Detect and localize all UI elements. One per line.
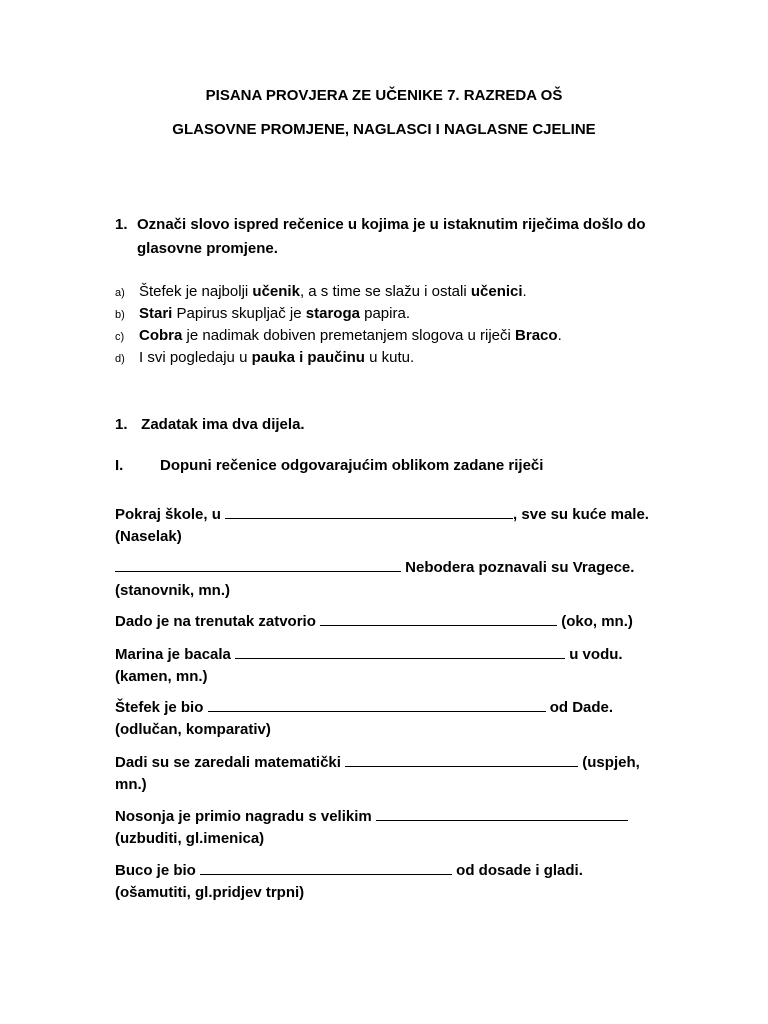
option-text: , a s time se slažu i ostali xyxy=(299,283,471,300)
sentence-text: Dado je na trenutak zatvorio xyxy=(115,613,321,630)
fill-sentence-2 xyxy=(115,557,634,579)
highlighted-word: Cobra xyxy=(139,327,183,344)
answer-blank[interactable] xyxy=(200,860,452,875)
fill-sentence-6 xyxy=(115,752,640,774)
option-text: I svi pogledaju u xyxy=(139,349,252,366)
sentence-text: , sve su kuće male. xyxy=(513,506,649,523)
sentence-text: (uspjeh, xyxy=(578,754,640,771)
sentence-text: Buco je bio xyxy=(115,862,201,879)
sentence-hint: (uzbuditi, gl.imenica) xyxy=(115,830,265,847)
fill-sentence-7 xyxy=(115,806,628,828)
part-i-heading xyxy=(115,457,543,474)
highlighted-word: učenik xyxy=(252,283,300,300)
sentence-hint: mn.) xyxy=(115,776,147,793)
option-letter: c) xyxy=(115,331,125,343)
answer-blank[interactable] xyxy=(208,697,546,712)
answer-blank[interactable] xyxy=(225,504,513,519)
option-text: je nadimak dobiven premetanjem slogova u riječi xyxy=(182,327,516,344)
option-c[interactable] xyxy=(115,325,562,348)
task-1-number: 1. xyxy=(115,216,128,233)
sentence-text: Pokraj škole, u xyxy=(115,506,226,523)
sentence-text: Marina je bacala xyxy=(115,646,236,663)
task-2-instruction xyxy=(115,413,305,437)
option-text: papira. xyxy=(359,305,410,322)
fill-sentence-8 xyxy=(115,860,583,882)
option-d[interactable] xyxy=(115,347,414,370)
answer-blank[interactable] xyxy=(235,644,565,659)
option-b[interactable] xyxy=(115,303,410,326)
sentence-text: Dadi su se zaredali matematički xyxy=(115,754,346,771)
page-title: PISANA PROVJERA ZE UČENIKE 7. RAZREDA OŠ xyxy=(205,87,563,104)
option-text: . xyxy=(557,327,562,344)
task-1-text: Označi slovo ispred rečenice u kojima je u istaknutim riječima došlo do glasovne promjene. xyxy=(137,216,646,257)
option-a[interactable] xyxy=(115,281,527,304)
option-text: Štefek je najbolji xyxy=(139,283,253,300)
highlighted-word: pauka i paučinu xyxy=(251,349,365,366)
part-i-text: Dopuni rečenice odgovarajućim oblikom zadane riječi xyxy=(160,457,544,474)
option-letter: d) xyxy=(115,353,125,365)
sentence-text: (oko, mn.) xyxy=(557,613,633,630)
fill-sentence-1 xyxy=(115,504,649,526)
highlighted-word: učenici xyxy=(470,283,523,300)
sentence-text: Štefek je bio xyxy=(115,699,208,716)
sentence-text: Nosonja je primio nagradu s velikim xyxy=(115,808,376,825)
answer-blank[interactable] xyxy=(345,752,578,767)
fill-sentence-3 xyxy=(115,611,633,633)
sentence-hint: (odlučan, komparativ) xyxy=(115,721,271,738)
option-text: u kutu. xyxy=(364,349,415,366)
sentence-text: Nebodera poznavali su Vragece. xyxy=(401,559,635,576)
option-letter: a) xyxy=(115,287,125,299)
sentence-hint: (Naselak) xyxy=(115,528,182,545)
task-1-instruction xyxy=(115,213,675,257)
sentence-text: od dosade i gladi. xyxy=(452,862,583,879)
option-text: . xyxy=(522,283,527,300)
highlighted-word: staroga xyxy=(305,305,360,322)
option-text: Papirus skupljač je xyxy=(172,305,306,322)
answer-blank[interactable] xyxy=(115,557,401,572)
task-2-number: 1. xyxy=(115,416,128,433)
fill-sentence-4 xyxy=(115,644,623,666)
sentence-hint: (stanovnik, mn.) xyxy=(115,582,231,599)
page-subtitle: GLASOVNE PROMJENE, NAGLASCI I NAGLASNE CJELINE xyxy=(172,121,596,138)
answer-blank[interactable] xyxy=(376,806,628,821)
answer-blank[interactable] xyxy=(320,611,557,626)
part-roman-numeral: I. xyxy=(115,457,124,474)
sentence-text: u vodu. xyxy=(565,646,623,663)
highlighted-word: Braco xyxy=(515,327,558,344)
sentence-text: od Dade. xyxy=(545,699,614,716)
task-2-text: Zadatak ima dva dijela. xyxy=(141,416,305,433)
fill-sentence-5 xyxy=(115,697,613,719)
sentence-hint: (kamen, mn.) xyxy=(115,668,208,685)
highlighted-word: Stari xyxy=(139,305,173,322)
sentence-hint: (ošamutiti, gl.pridjev trpni) xyxy=(115,884,305,901)
option-letter: b) xyxy=(115,309,125,321)
